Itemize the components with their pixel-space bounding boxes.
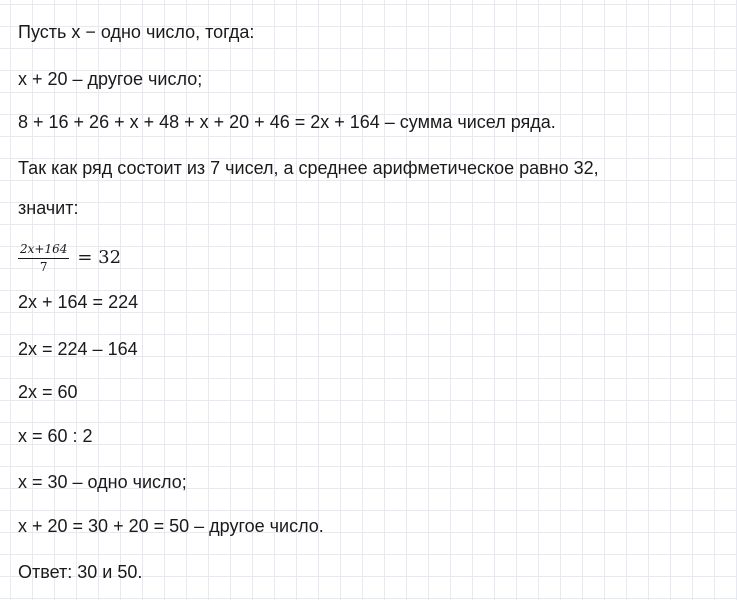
equation-line-7: 2x + 164 = 224 (18, 292, 139, 312)
text-line-4: Так как ряд состоит из 7 чисел, а среднее арифметическое равно 32, (18, 158, 599, 178)
equation-line-8: 2x = 224 – 164 (18, 339, 138, 359)
fraction-denominator: 7 (39, 260, 48, 274)
equation-line-12: x + 20 = 30 + 20 = 50 – другое число. (18, 516, 324, 536)
fraction (18, 242, 69, 274)
text-line-5: значит: (18, 198, 79, 218)
text-line-1: Пусть x − одно число, тогда: (18, 22, 255, 42)
equation-line-11: x = 30 – одно число; (18, 472, 187, 492)
text-line-2: x + 20 – другое число; (18, 69, 203, 89)
fraction-numerator: 2x+164 (18, 242, 69, 259)
sum-equation: 8 + 16 + 26 + x + 48 + x + 20 + 46 = 2x + 164 – сумма чисел ряда. (18, 112, 556, 132)
answer-line: Ответ: 30 и 50. (18, 562, 143, 582)
fraction-equation-rest: = 32 (77, 246, 122, 268)
fraction-equation (18, 242, 121, 274)
equation-line-9: 2x = 60 (18, 382, 78, 402)
equation-line-10: x = 60 : 2 (18, 426, 93, 446)
